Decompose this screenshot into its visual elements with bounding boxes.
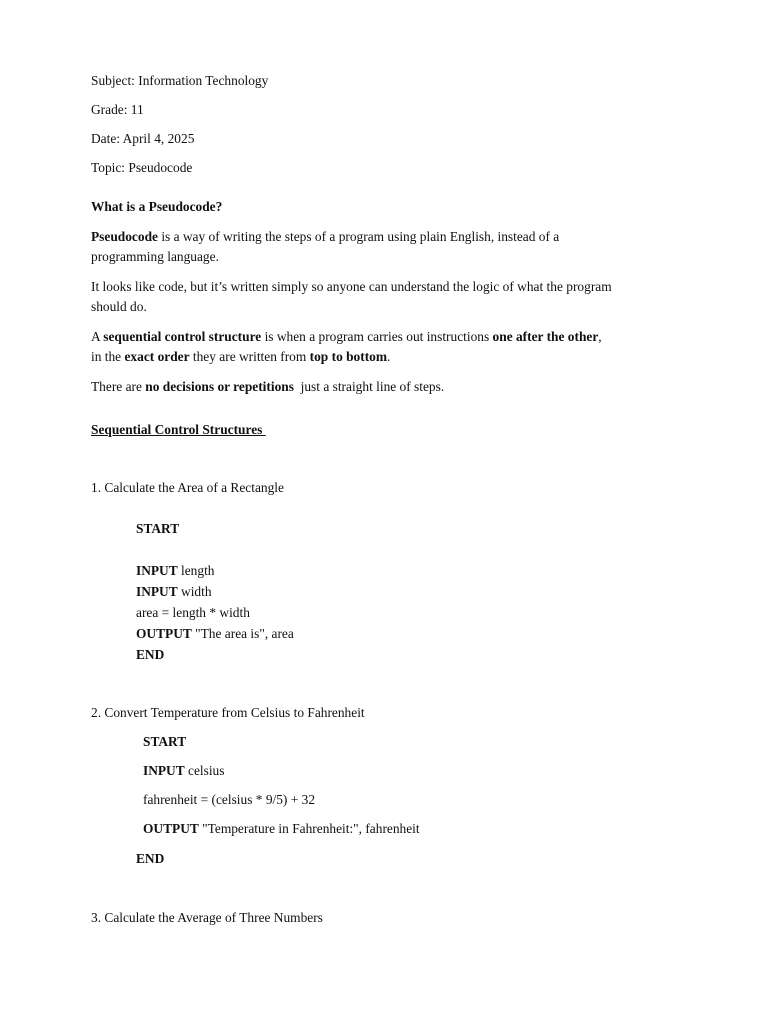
intro-paragraph-3-line-1 xyxy=(91,329,602,345)
example-2-title: 2. Convert Temperature from Celsius to Fahrenheit xyxy=(91,705,365,720)
text-run: There are xyxy=(91,379,146,394)
code-line xyxy=(136,626,294,642)
text-run: is when a program carries out instructions xyxy=(261,329,493,344)
code-line xyxy=(143,821,420,837)
intro-paragraph-3-line-2 xyxy=(91,349,390,365)
code-keyword: INPUT xyxy=(136,563,178,578)
intro-paragraph-2-line-1: It looks like code, but it’s written simply so anyone can understand the logic of what the program xyxy=(91,279,612,294)
intro-heading: What is a Pseudocode? xyxy=(91,199,223,214)
example-3-title: 3. Calculate the Average of Three Numbers xyxy=(91,910,323,925)
text-run: , xyxy=(598,329,602,344)
intro-paragraph-2-line-2: should do. xyxy=(91,299,147,314)
term-top-to-bottom: top to bottom xyxy=(309,349,388,364)
term-sequential-control-structure: sequential control structure xyxy=(103,329,262,344)
code-line xyxy=(136,563,215,579)
text-run: A xyxy=(91,329,104,344)
term-one-after-the-other: one after the other xyxy=(492,329,599,344)
term-no-decisions-or-repetitions: no decisions or repetitions xyxy=(145,379,294,394)
text-run: is a way of writing the steps of a program using plain English, instead of a xyxy=(157,229,560,244)
code-keyword: OUTPUT xyxy=(136,626,192,641)
section-heading: Sequential Control Structures xyxy=(91,422,266,437)
text-run: in the xyxy=(91,349,125,364)
intro-paragraph-1-line-2: programming language. xyxy=(91,249,219,264)
text-run: just a straight line of steps. xyxy=(293,379,445,394)
intro-paragraph-4 xyxy=(91,379,444,395)
topic-line: Topic: Pseudocode xyxy=(91,160,193,175)
date-line: Date: April 4, 2025 xyxy=(91,131,195,146)
code-line xyxy=(136,584,212,600)
code-line: END xyxy=(136,647,165,662)
subject-line: Subject: Information Technology xyxy=(91,73,269,88)
code-text: "The area is", area xyxy=(191,626,294,641)
code-keyword: INPUT xyxy=(136,584,178,599)
code-keyword: OUTPUT xyxy=(143,821,199,836)
term-pseudocode: Pseudocode xyxy=(91,229,158,244)
grade-line: Grade: 11 xyxy=(91,102,144,117)
intro-paragraph-1-line-1 xyxy=(91,229,559,245)
code-line: area = length * width xyxy=(136,605,250,620)
code-line: END xyxy=(136,851,165,866)
code-text: width xyxy=(177,584,212,599)
code-text: length xyxy=(177,563,215,578)
code-line: START xyxy=(143,734,187,749)
code-line xyxy=(143,763,224,779)
code-line: START xyxy=(136,521,180,536)
text-run: . xyxy=(387,349,391,364)
example-1-title: 1. Calculate the Area of a Rectangle xyxy=(91,480,284,495)
code-keyword: INPUT xyxy=(143,763,185,778)
code-text: "Temperature in Fahrenheit:", fahrenheit xyxy=(198,821,420,836)
code-line: fahrenheit = (celsius * 9/5) + 32 xyxy=(143,792,316,807)
code-text: celsius xyxy=(184,763,225,778)
term-exact-order: exact order xyxy=(124,349,190,364)
text-run: they are written from xyxy=(189,349,310,364)
